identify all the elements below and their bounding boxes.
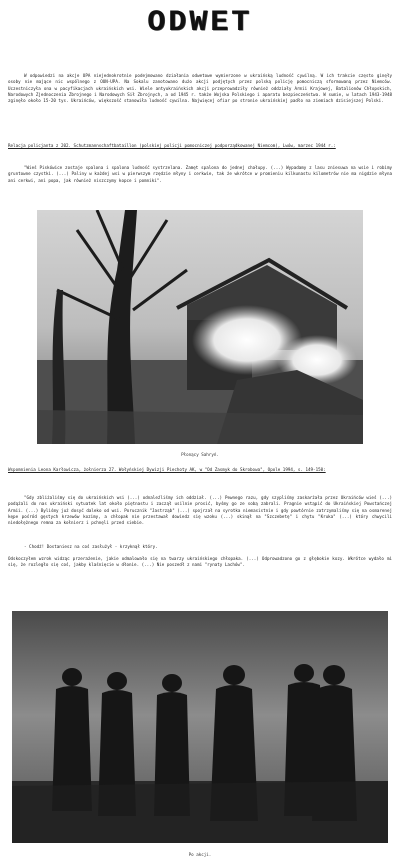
relation2-quote: "Gdy zbliżaliśmy się do ukraińskich wsi (...) odnaleźliśmy ich oddział. (...) Pewnego razu, gdy szypliśmy zaskarżała przez Ukraińców wieś (...) podążali do nas ukraiński sytuatek lat około piętnastu i zaczął usilnie prosić, byśmy go ze sobą zabrali. Pragnie wstąpić do Ukraińskiej Powstańczej Armii. (...) Byliśmy już dosyć daleko od wsi. Porucznik "Jastrząb" (...) spojrzał na syrotka niemasistnie i gdy powtórnie zatrzymaliśmy się na osmarenej kępe pośród gęstych krzewów kozimy, a chłopak nie przestawał dowiedz się wzoku (...) skinął na "Szczebetę" i chytu "Kruka" (...) który chwycili niedołężnego remna za kołnierz i pchnęli przed siebie. (8, 495, 392, 526)
page-title: ODWET (147, 6, 253, 40)
relation1-source: Relacja policjanta z 202. Schutzmannschaftbataillon (polskiej policji pomocniczej podporządkowanej Niemcom), Lwów, marzec 1944 r.: (8, 143, 336, 148)
relation2-source: Wspomnienia Leona Karłowicza, żołnierza 27. Wołyńskiej Dywizji Piechoty AK, w "Od Zasmyk do Skrobowa", Opole 1994, s. 149-150: (8, 467, 326, 472)
relation2-ending: Odskoczyłem wzrok widząc przerażenie, jakie odmalowało się na twarzy ukraińskiego chłopaka. (...) Odprowadzono go z głębokie kozy. Wkrótce wydało mi się, że rozległo się coś, jakby klaśnięcie w dłonie. (...) Nie poszedł z nami "rynaty Lachów". (8, 556, 392, 568)
soldiers-photo (12, 611, 388, 843)
photo1-caption: Płonący Sahryń. (181, 452, 219, 457)
burning-village-image (37, 210, 363, 444)
soldiers-image (12, 611, 388, 843)
relation1-quote: "Wieś Piskówice zostaje spalona i spalona ludność systrzelana. Zamęt spalona do jednej chałupy. (...) Wypadamy z lasu zniesuwa na wsie i robimy gruntowne czystki. (...) Paliny w każdej wsi w pierwszym rzędzie młyny i cerkwie, tak że wkrótce w promieniu kilkunastu kilometrów nie ma nigdzie młyna ani cerkwi, ani popa, jak również niszczymy kopce i pomniki". (8, 165, 392, 183)
intro-paragraph: W odpowiedzi na akcje UPA niejednokrotnie podejmowano działania odwetowe wymierzone w ukraińską ludność cywilną. W ich trakcie często ginęły osoby nie mające nic wspólnego z OUN-UPA. Na Sokalu zanotowano dużo akcji podjętych przez polską policję pomocniczą sformowaną przez Niemców. Uczestniczyła ona w pacyfikacjach ukraińskich wsi. Wiele antyukraińskich akcji przeprowadziły również oddziały Armii Krajowej, Batalionów Chłopskich, Narodowych Zjednoczenia Zbrojnego i Narodowych Sił Zbrojnych, a od 1945 r. także Wojska Polskiego i aparatu bezpieczeństwa. W sumie, w latach 1943-1948 zginęło około 15-20 tys. Ukraińców, większość stanowiła ludność cywilna. Najwięcej ofiar po stronie ukraińskiej padło na ziemiach dzisiejszej Polski. (8, 73, 392, 104)
photo2-caption: Po akcji. (188, 852, 212, 857)
relation2-dialog: - Chodź! Dostaniesz na coś zasłużył - krzyknął który. (24, 544, 158, 549)
burning-village-photo (37, 210, 363, 444)
